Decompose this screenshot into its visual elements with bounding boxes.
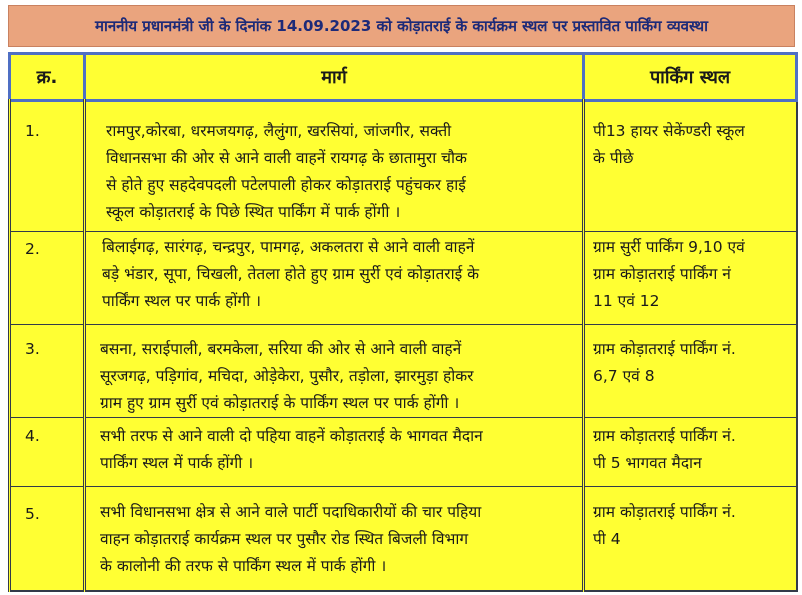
serial-number: 1. xyxy=(25,122,40,140)
route-line: से होते हुए सहदेवपदली पटेलपाली होकर कोड़ातराई पहुंचकर हाई xyxy=(106,176,466,194)
parking-line: ग्राम कोड़ातराई पार्किंग नं. xyxy=(593,427,736,445)
route-line: विधानसभा की ओर से आने वाली वाहनें रायगढ़ के छातामुरा चौक xyxy=(106,149,467,167)
route-line: सभी तरफ से आने वाली दो पहिया वाहनें कोड़ातराई के भागवत मैदान xyxy=(100,427,483,445)
route-cell xyxy=(85,232,584,325)
route-line: स्कूल कोड़ातराई के पिछे स्थित पार्किंग में पार्क होंगी । xyxy=(106,203,401,221)
parking-line: ग्राम सुर्री पार्किंग 9,10 एवं xyxy=(593,238,745,256)
serial-cell xyxy=(10,325,85,418)
header-route: मार्ग xyxy=(85,54,584,101)
route-cell xyxy=(85,418,584,487)
serial-cell xyxy=(10,487,85,591)
table-row xyxy=(10,487,797,591)
parking-cell xyxy=(584,487,797,591)
route-line: बिलाईगढ़, सारंगढ़, चन्द्रपुर, पामगढ़, अकलतरा से आने वाली वाहनें xyxy=(102,238,475,256)
parking-line: ग्राम कोड़ातराई पार्किंग नं xyxy=(593,265,731,283)
route-line: वाहन कोड़ातराई कार्यक्रम स्थल पर पुसौर रोड स्थित बिजली विभाग xyxy=(100,530,469,548)
table-row xyxy=(10,101,797,232)
route-line: सभी विधानसभा क्षेत्र से आने वाले पार्टी पदाधिकारीयों की चार पहिया xyxy=(100,503,482,521)
serial-cell xyxy=(10,418,85,487)
serial-number: 5. xyxy=(25,505,40,523)
route-line: पार्किंग स्थल पर पार्क होंगी । xyxy=(102,292,261,310)
header-serial: क्र. xyxy=(10,54,85,101)
serial-number: 2. xyxy=(25,240,40,258)
route-cell xyxy=(85,101,584,232)
parking-line: पी 5 भागवत मैदान xyxy=(593,454,702,472)
parking-line: ग्राम कोड़ातराई पार्किंग नं. xyxy=(593,503,736,521)
route-line: सूरजगढ़, पड़िगांव, मचिदा, ओड़ेकेरा, पुसौर, तड़ोला, झारमुड़ा होकर xyxy=(100,367,474,385)
parking-line: पी 4 xyxy=(593,530,621,548)
parking-line: ग्राम कोड़ातराई पार्किंग नं. xyxy=(593,340,736,358)
parking-line: 6,7 एवं 8 xyxy=(593,367,655,385)
route-line: पार्किंग स्थल में पार्क होंगी । xyxy=(100,454,254,472)
parking-cell xyxy=(584,232,797,325)
route-cell xyxy=(85,487,584,591)
route-line: बड़े भंडार, सूपा, चिखली, तेतला होते हुए ग्राम सुर्री एवं कोड़ातराई के xyxy=(102,265,480,283)
serial-cell xyxy=(10,232,85,325)
table-row xyxy=(10,232,797,325)
page-title: माननीय प्रधानमंत्री जी के दिनांक 14.09.2023 को कोड़ातराई के कार्यक्रम स्थल पर प्रस्तावित पार्किंग व्यवस्था xyxy=(8,5,795,47)
parking-line: 11 एवं 12 xyxy=(593,292,660,310)
header-row xyxy=(10,54,797,101)
route-line: बसना, सराईपाली, बरमकेला, सरिया की ओर से आने वाली वाहनें xyxy=(100,340,462,358)
serial-number: 4. xyxy=(25,427,40,445)
parking-table xyxy=(8,52,798,592)
route-line: ग्राम हुए ग्राम सुर्री एवं कोड़ातराई के पार्किंग स्थल पर पार्क होंगी । xyxy=(100,394,460,412)
serial-number: 3. xyxy=(25,340,40,358)
route-line: के कालोनी की तरफ से पार्किंग स्थल में पार्क होंगी । xyxy=(100,557,387,575)
header-parking: पार्किंग स्थल xyxy=(584,54,797,101)
table-row xyxy=(10,325,797,418)
route-cell xyxy=(85,325,584,418)
parking-line: पी13 हायर सेकेंण्डरी स्कूल xyxy=(593,122,745,140)
parking-cell xyxy=(584,418,797,487)
table-row xyxy=(10,418,797,487)
parking-line: के पीछे xyxy=(593,149,634,167)
parking-cell xyxy=(584,325,797,418)
route-line: रामपुर,कोरबा, धरमजयगढ़, लैलुंगा, खरसियां, जांजगीर, सक्ती xyxy=(106,122,452,140)
serial-cell xyxy=(10,101,85,232)
parking-cell xyxy=(584,101,797,232)
